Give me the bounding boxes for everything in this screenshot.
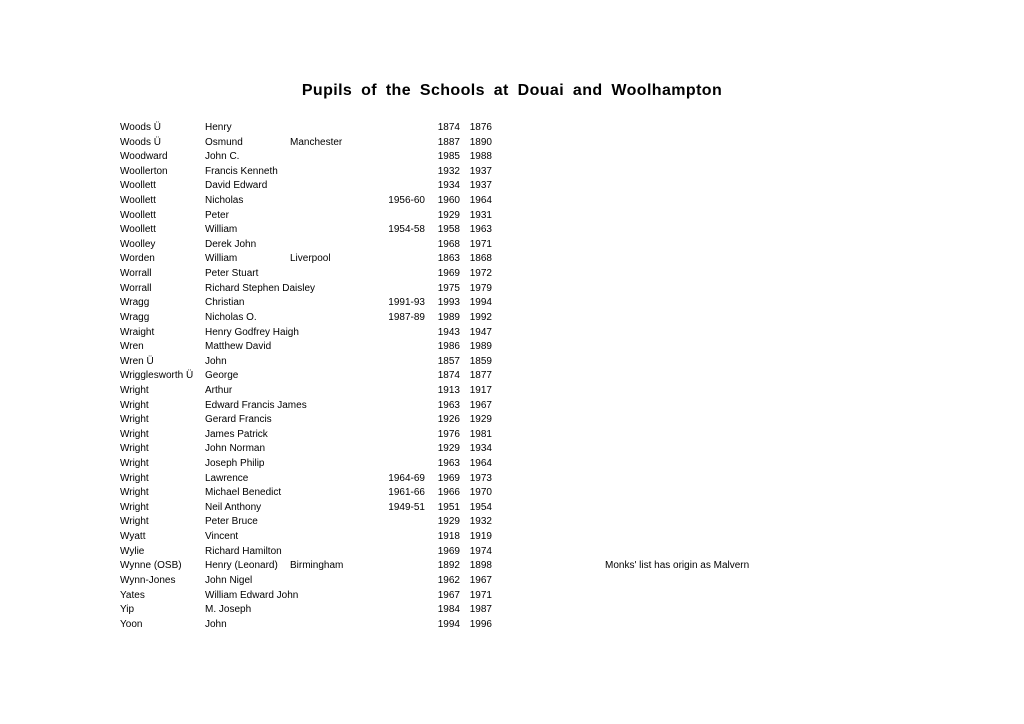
- end-year-cell: 1876: [469, 122, 492, 133]
- surname-cell: Wylie: [120, 545, 145, 557]
- given-name-cell: Henry: [205, 122, 232, 133]
- start-year-cell: 1874: [437, 122, 460, 133]
- start-year-cell: 1969: [437, 545, 460, 557]
- surname-cell: Wragg: [120, 311, 150, 323]
- given-name-cell: Richard Stephen Daisley: [205, 282, 316, 294]
- given-name-cell: Francis Kenneth: [205, 165, 278, 177]
- given-name-cell: Peter Stuart: [205, 268, 259, 280]
- surname-cell: Wright: [120, 428, 149, 440]
- end-year-cell: 1877: [469, 370, 492, 382]
- start-year-cell: 1966: [437, 487, 460, 499]
- end-year-cell: 1964: [469, 195, 492, 207]
- table-row: [120, 296, 900, 311]
- end-year-cell: 1964: [469, 458, 492, 470]
- school-years-cell: 1954-58: [388, 224, 425, 236]
- given-name-cell: Peter Bruce: [205, 516, 258, 528]
- table-row: [120, 252, 900, 267]
- end-year-cell: 1972: [469, 268, 492, 280]
- table-row: [120, 457, 900, 472]
- start-year-cell: 1934: [437, 180, 460, 192]
- end-year-cell: 1947: [469, 326, 492, 338]
- given-name-cell: Osmund: [205, 136, 243, 148]
- table-row: [120, 136, 900, 151]
- end-year-cell: 1954: [469, 501, 492, 513]
- surname-cell: Wright: [120, 487, 149, 499]
- start-year-cell: 1929: [437, 443, 460, 455]
- given-name-cell: Vincent: [205, 531, 239, 543]
- start-year-cell: 1918: [437, 531, 460, 543]
- given-name-cell: John Nigel: [205, 574, 253, 586]
- table-row: [120, 530, 900, 545]
- given-name-cell: John: [205, 355, 227, 367]
- table-row: [120, 515, 900, 530]
- surname-cell: Worden: [120, 253, 155, 265]
- surname-cell: Wren Ü: [120, 355, 154, 367]
- end-year-cell: 1937: [469, 165, 492, 177]
- given-name-cell: Henry Godfrey Haigh: [205, 326, 299, 338]
- given-name-cell: Gerard Francis: [205, 414, 272, 426]
- table-row: [120, 340, 900, 355]
- start-year-cell: 1887: [437, 136, 460, 148]
- table-row: [120, 282, 900, 297]
- surname-cell: Worrall: [120, 268, 152, 280]
- surname-cell: Wragg: [120, 297, 150, 309]
- given-name-cell: Neil Anthony: [205, 501, 262, 513]
- start-year-cell: 1926: [437, 414, 460, 426]
- surname-cell: Wright: [120, 443, 149, 455]
- given-name-cell: John C.: [205, 151, 240, 163]
- table-row: [120, 179, 900, 194]
- end-year-cell: 1989: [469, 341, 492, 353]
- table-row: [120, 589, 900, 604]
- table-row: [120, 326, 900, 341]
- end-year-cell: 1970: [469, 487, 492, 499]
- end-year-cell: 1929: [469, 414, 492, 426]
- given-name-cell: William: [205, 253, 238, 265]
- start-year-cell: 1960: [437, 195, 460, 207]
- end-year-cell: 1932: [469, 516, 492, 528]
- given-name-cell: Peter: [205, 209, 229, 221]
- start-year-cell: 1892: [437, 560, 460, 572]
- surname-cell: Woodward: [120, 151, 168, 163]
- surname-cell: Wright: [120, 384, 149, 396]
- end-year-cell: 1859: [469, 355, 492, 367]
- given-name-cell: Lawrence: [205, 472, 249, 484]
- surname-cell: Wright: [120, 472, 149, 484]
- end-year-cell: 1996: [469, 618, 492, 630]
- start-year-cell: 1943: [437, 326, 460, 338]
- end-year-cell: 1898: [469, 560, 492, 572]
- surname-cell: Wraight: [120, 326, 155, 338]
- start-year-cell: 1963: [437, 399, 460, 411]
- given-name-cell: Richard Hamilton: [205, 545, 282, 557]
- school-years-cell: 1991-93: [388, 297, 425, 309]
- end-year-cell: 1919: [469, 531, 492, 543]
- table-row: [120, 384, 900, 399]
- end-year-cell: 1971: [469, 589, 492, 601]
- start-year-cell: 1986: [437, 341, 460, 353]
- table-row: [120, 369, 900, 384]
- surname-cell: Wrigglesworth Ü: [120, 370, 194, 382]
- table-row: [120, 238, 900, 253]
- table-row: [120, 574, 900, 589]
- table-row: [120, 545, 900, 560]
- pupils-table: [120, 121, 900, 632]
- surname-cell: Wright: [120, 458, 149, 470]
- school-years-cell: 1961-66: [388, 487, 425, 499]
- end-year-cell: 1967: [469, 399, 492, 411]
- given-name-cell: Joseph Philip: [205, 458, 265, 470]
- end-year-cell: 1992: [469, 311, 492, 323]
- table-row: [120, 413, 900, 428]
- surname-cell: Woollerton: [120, 165, 168, 177]
- note-cell: Monks' list has origin as Malvern: [605, 560, 750, 572]
- school-years-cell: 1964-69: [388, 472, 425, 484]
- given-name-cell: James Patrick: [205, 428, 268, 440]
- surname-cell: Woods Ü: [120, 136, 161, 148]
- start-year-cell: 1967: [437, 589, 460, 601]
- start-year-cell: 1994: [437, 618, 460, 630]
- end-year-cell: 1937: [469, 180, 492, 192]
- given-name-cell: Michael Benedict: [205, 487, 282, 499]
- surname-cell: Woollett: [120, 180, 156, 192]
- surname-cell: Woollett: [120, 209, 156, 221]
- surname-cell: Wright: [120, 399, 149, 411]
- surname-cell: Woolley: [120, 238, 156, 250]
- end-year-cell: 1967: [469, 574, 492, 586]
- table-row: [120, 501, 900, 516]
- end-year-cell: 1973: [469, 472, 492, 484]
- start-year-cell: 1968: [437, 238, 460, 250]
- given-name-cell: William Edward John: [205, 589, 299, 601]
- end-year-cell: 1931: [469, 209, 492, 221]
- surname-cell: Woollett: [120, 224, 156, 236]
- end-year-cell: 1890: [469, 136, 492, 148]
- surname-cell: Yip: [120, 604, 135, 616]
- start-year-cell: 1929: [437, 209, 460, 221]
- given-name-cell: George: [205, 370, 239, 382]
- start-year-cell: 1969: [437, 472, 460, 484]
- surname-cell: Woods Ü: [120, 122, 161, 133]
- table-row: [120, 165, 900, 180]
- start-year-cell: 1984: [437, 604, 460, 616]
- given-name-cell: Edward Francis James: [205, 399, 307, 411]
- start-year-cell: 1993: [437, 297, 460, 309]
- end-year-cell: 1987: [469, 604, 492, 616]
- start-year-cell: 1932: [437, 165, 460, 177]
- table-row: [120, 267, 900, 282]
- surname-cell: Wynn-Jones: [120, 574, 176, 586]
- table-row: [120, 486, 900, 501]
- given-name-cell: Nicholas: [205, 195, 244, 207]
- start-year-cell: 1962: [437, 574, 460, 586]
- place-cell: Manchester: [290, 136, 343, 148]
- surname-cell: Wynne (OSB): [120, 560, 182, 572]
- start-year-cell: 1985: [437, 151, 460, 163]
- start-year-cell: 1976: [437, 428, 460, 440]
- table-row: [120, 355, 900, 370]
- start-year-cell: 1863: [437, 253, 460, 265]
- end-year-cell: 1994: [469, 297, 492, 309]
- table-row: [120, 472, 900, 487]
- given-name-cell: John: [205, 618, 227, 630]
- given-name-cell: M. Joseph: [205, 604, 252, 616]
- surname-cell: Wyatt: [120, 531, 146, 543]
- table-row: [120, 442, 900, 457]
- start-year-cell: 1969: [437, 268, 460, 280]
- school-years-cell: 1987-89: [388, 311, 425, 323]
- surname-cell: Wright: [120, 414, 149, 426]
- surname-cell: Wright: [120, 501, 149, 513]
- end-year-cell: 1917: [469, 384, 492, 396]
- start-year-cell: 1958: [437, 224, 460, 236]
- given-name-cell: John Norman: [205, 443, 266, 455]
- surname-cell: Yoon: [120, 618, 143, 630]
- start-year-cell: 1989: [437, 311, 460, 323]
- given-name-cell: Arthur: [205, 384, 233, 396]
- given-name-cell: Christian: [205, 297, 245, 309]
- end-year-cell: 1868: [469, 253, 492, 265]
- table-row: [120, 311, 900, 326]
- table-row: [120, 209, 900, 224]
- given-name-cell: William: [205, 224, 238, 236]
- given-name-cell: David Edward: [205, 180, 268, 192]
- surname-cell: Wren: [120, 341, 144, 353]
- given-name-cell: Derek John: [205, 238, 257, 250]
- table-row: [120, 399, 900, 414]
- start-year-cell: 1929: [437, 516, 460, 528]
- school-years-cell: 1949-51: [388, 501, 425, 513]
- surname-cell: Yates: [120, 589, 145, 601]
- end-year-cell: 1988: [469, 151, 492, 163]
- start-year-cell: 1857: [437, 355, 460, 367]
- end-year-cell: 1981: [469, 428, 492, 440]
- end-year-cell: 1934: [469, 443, 492, 455]
- start-year-cell: 1874: [437, 370, 460, 382]
- end-year-cell: 1979: [469, 282, 492, 294]
- start-year-cell: 1963: [437, 458, 460, 470]
- start-year-cell: 1975: [437, 282, 460, 294]
- table-row: [120, 603, 900, 618]
- end-year-cell: 1963: [469, 224, 492, 236]
- surname-cell: Worrall: [120, 282, 152, 294]
- table-row: [120, 121, 900, 136]
- given-name-cell: Matthew David: [205, 341, 272, 353]
- table-row: [120, 618, 900, 633]
- start-year-cell: 1951: [437, 501, 460, 513]
- school-years-cell: 1956-60: [388, 195, 425, 207]
- table-row: [120, 194, 900, 209]
- surname-cell: Woollett: [120, 195, 156, 207]
- table-row: [120, 559, 900, 574]
- place-cell: Liverpool: [290, 253, 331, 265]
- end-year-cell: 1971: [469, 238, 492, 250]
- table-row: [120, 223, 900, 238]
- start-year-cell: 1913: [437, 384, 460, 396]
- given-name-cell: Nicholas O.: [205, 311, 257, 323]
- end-year-cell: 1974: [469, 545, 492, 557]
- page-title: Pupils of the Schools at Douai and Woolhampton: [301, 82, 723, 99]
- surname-cell: Wright: [120, 516, 149, 528]
- place-cell: Birmingham: [290, 560, 344, 572]
- table-row: [120, 428, 900, 443]
- given-name-cell: Henry (Leonard): [205, 560, 278, 572]
- table-row: [120, 150, 900, 165]
